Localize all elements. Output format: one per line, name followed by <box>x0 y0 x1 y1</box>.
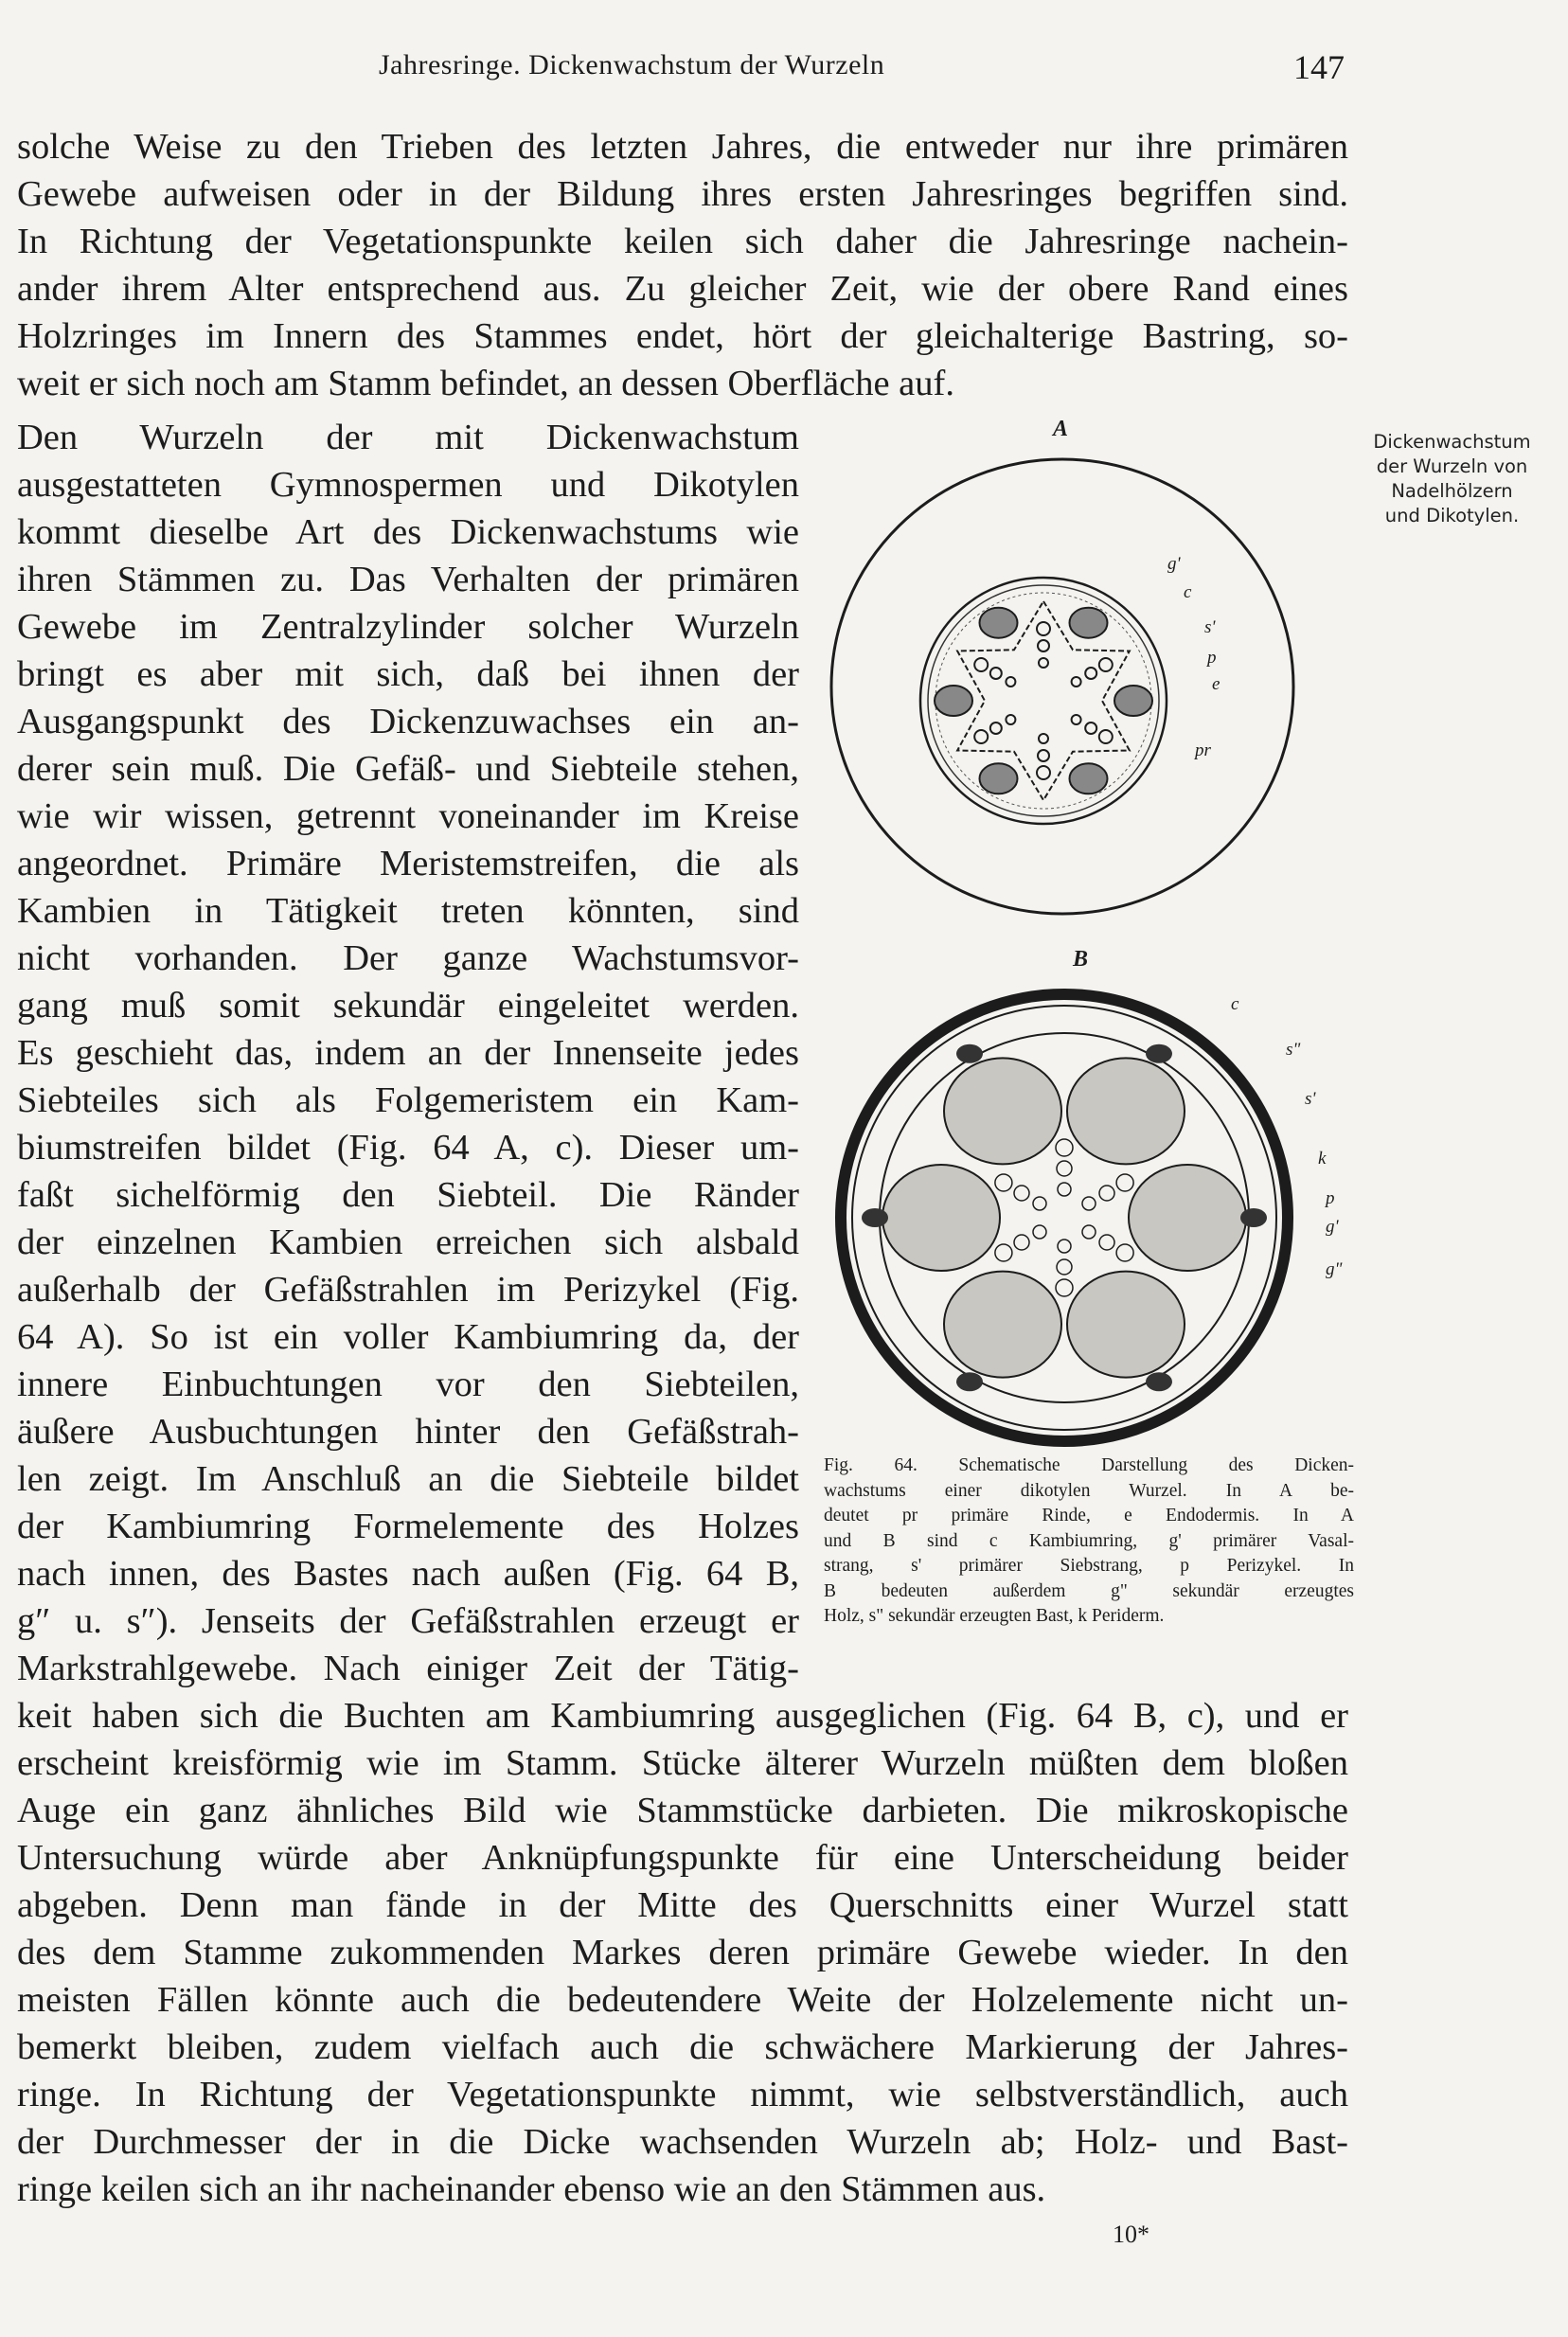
fig-b-letter-s1: s' <box>1305 1089 1316 1109</box>
paragraph-2-line: Ausgangspunkt des Dickenzuwachses ein an- <box>17 702 799 741</box>
paragraph-2-cont-line: ringe. In Richtung der Vegetationspunkte nimmt, wie selbstverständlich, auch <box>17 2075 1348 2114</box>
primary-xylem-vessel <box>1056 1279 1073 1296</box>
paragraph-1-line: weit er sich noch am Stamm befindet, an dessen Oberfläche auf. <box>17 364 954 403</box>
primary-xylem-vessel <box>1082 1197 1096 1210</box>
primary-xylem-vessel <box>1033 1197 1046 1210</box>
figure-b-diagram <box>828 981 1301 1454</box>
xylem-vessel <box>1072 677 1081 687</box>
caption-line: strang, s' primärer Siebstrang, p Perizykel. In <box>824 1556 1354 1576</box>
primary-xylem-vessel <box>1014 1186 1029 1201</box>
primary-xylem-vessel <box>1058 1183 1071 1196</box>
phloem-strand <box>935 686 972 716</box>
primary-phloem <box>1240 1208 1267 1227</box>
figure-a-label: A <box>1053 417 1069 441</box>
fig-a-letter-s1: s' <box>1204 617 1216 637</box>
fig-a-letter-e: e <box>1212 674 1221 694</box>
fig-a-letter-pr: pr <box>1195 740 1211 760</box>
secondary-wood-lobe <box>944 1272 1061 1378</box>
fig-b-letter-g1: g' <box>1326 1217 1339 1237</box>
paragraph-2-line: ihren Stämmen zu. Das Verhalten der primären <box>17 560 799 599</box>
paragraph-2-cont-line: erscheint kreisförmig wie im Stamm. Stücke älterer Wurzeln müßten dem bloßen <box>17 1743 1348 1783</box>
paragraph-2-line: Markstrahlgewebe. Nach einiger Zeit der Tätig- <box>17 1649 799 1688</box>
fig-a-letter-c: c <box>1184 582 1192 602</box>
paragraph-2-line: Kambien in Tätigkeit treten könnten, sind <box>17 891 799 931</box>
caption-line: und B sind c Kambiumring, g' primärer Vasal- <box>824 1530 1354 1551</box>
figure-b-label: B <box>1073 947 1089 972</box>
paragraph-2-line: der einzelnen Kambien erreichen sich alsbald <box>17 1222 799 1262</box>
marginal-note <box>1350 430 1554 528</box>
paragraph-2-cont-line: ringe keilen sich an ihr nacheinander ebenso wie an den Stämmen aus. <box>17 2169 1046 2209</box>
paragraph-2-cont-line: meisten Fällen könnte auch die bedeutendere Weite der Holzelemente nicht un- <box>17 1980 1348 2020</box>
primary-xylem-vessel <box>1082 1225 1096 1239</box>
paragraph-2-cont-line: Untersuchung würde aber Anknüpfungspunkte für eine Unterscheidung beider <box>17 1838 1348 1878</box>
paragraph-2-line: faßt sichelförmig den Siebteil. Die Ränder <box>17 1175 799 1215</box>
primary-phloem <box>1146 1044 1172 1063</box>
xylem-vessel <box>1006 677 1015 687</box>
xylem-vessel <box>1038 750 1049 761</box>
secondary-wood-lobe <box>882 1165 1000 1271</box>
secondary-wood-lobe <box>944 1058 1061 1164</box>
primary-phloem <box>956 1044 983 1063</box>
primary-phloem <box>956 1372 983 1391</box>
signature-mark: 10* <box>1113 2221 1149 2248</box>
paragraph-2-line: biumstreifen bildet (Fig. 64 A, c). Dieser um- <box>17 1128 799 1168</box>
paragraph-1-line: In Richtung der Vegetationspunkte keilen sich daher die Jahresringe nachein- <box>17 222 1348 261</box>
paragraph-2-line: Es geschieht das, indem an der Innenseite jedes <box>17 1033 799 1073</box>
paragraph-2-line: 64 A). So ist ein voller Kambiumring da, der <box>17 1317 799 1357</box>
fig-a-letter-g1: g' <box>1167 554 1181 574</box>
paragraph-2-continuation <box>17 1692 1348 2213</box>
primary-xylem-vessel <box>1099 1235 1114 1250</box>
fig-a-letter-p: p <box>1207 648 1217 668</box>
xylem-vessel <box>990 723 1002 734</box>
running-title: Jahresringe. Dickenwachstum der Wurzeln <box>379 49 885 80</box>
paragraph-2-line: nach innen, des Bastes nach außen (Fig. 64 B, <box>17 1554 799 1594</box>
marginal-note-line: und Dikotylen. <box>1384 505 1520 526</box>
primary-xylem-vessel <box>995 1244 1012 1261</box>
paragraph-1-line: ander ihrem Alter entsprechend aus. Zu gleicher Zeit, wie der obere Rand eines <box>17 269 1348 309</box>
page-number: 147 <box>1293 48 1345 86</box>
paragraph-2-line: angeordnet. Primäre Meristemstreifen, die als <box>17 844 799 883</box>
paragraph-2-line: bringt es aber mit sich, daß bei ihnen der <box>17 654 799 694</box>
phloem-strand <box>980 608 1018 638</box>
paragraph-2-line: Siebteiles sich als Folgemeristem ein Kam- <box>17 1080 799 1120</box>
caption-line: wachstums einer dikotylen Wurzel. In A be- <box>824 1480 1354 1501</box>
primary-phloem <box>862 1208 888 1227</box>
xylem-vessel <box>1085 723 1096 734</box>
paragraph-2-line: Gewebe im Zentralzylinder solcher Wurzeln <box>17 607 799 647</box>
secondary-wood-lobe <box>1067 1058 1185 1164</box>
figure-a-diagram <box>816 445 1309 937</box>
paragraph-2-line: innere Einbuchtungen vor den Siebteilen, <box>17 1365 799 1404</box>
paragraph-1-line: Holzringes im Innern des Stammes endet, hört der gleichalterige Bastring, so- <box>17 316 1348 356</box>
xylem-vessel <box>1099 730 1113 743</box>
paragraph-2-line: äußere Ausbuchtungen hinter den Gefäßstrah- <box>17 1412 799 1452</box>
primary-xylem-vessel <box>1058 1240 1071 1253</box>
paragraph-1 <box>17 123 1348 407</box>
paragraph-2-line: wie wir wissen, getrennt voneinander im Kreise <box>17 796 799 836</box>
marginal-note-line: Nadelhölzern <box>1391 480 1513 502</box>
caption-line: B bedeuten außerdem g" sekundär erzeugtes <box>824 1580 1354 1601</box>
xylem-vessel <box>1006 715 1015 724</box>
phloem-strand <box>1070 763 1108 794</box>
paragraph-2-line: Den Wurzeln der mit Dickenwachstum <box>17 418 799 457</box>
marginal-note-line: der Wurzeln von <box>1376 455 1528 477</box>
xylem-vessel <box>1037 622 1050 635</box>
xylem-vessel <box>1039 734 1048 743</box>
fig-b-letter-p: p <box>1326 1188 1335 1208</box>
xylem-vessel <box>1038 640 1049 651</box>
primary-xylem-vessel <box>1057 1161 1072 1176</box>
secondary-wood-lobe <box>1129 1165 1246 1271</box>
paragraph-2-line: ausgestatteten Gymnospermen und Dikotylen <box>17 465 799 505</box>
paragraph-1-line: solche Weise zu den Trieben des letzten Jahres, die entweder nur ihre primären <box>17 127 1348 167</box>
paragraph-2-line: kommt dieselbe Art des Dickenwachstums wie <box>17 512 799 552</box>
caption-line: Holz, s" sekundär erzeugten Bast, k Periderm. <box>824 1606 1165 1626</box>
paragraph-2-line: nicht vorhanden. Der ganze Wachstumsvor- <box>17 938 799 978</box>
xylem-vessel <box>974 730 988 743</box>
paragraph-2-cont-line: Auge ein ganz ähnliches Bild wie Stammstücke darbieten. Die mikroskopische <box>17 1791 1348 1830</box>
fig-b-letter-s2: s" <box>1286 1040 1301 1060</box>
phloem-strand <box>1114 686 1152 716</box>
paragraph-2-line: gang muß somit sekundär eingeleitet werden. <box>17 986 799 1026</box>
caption-line: Fig. 64. Schematische Darstellung des Dicken- <box>824 1455 1354 1475</box>
paragraph-2-cont-line: keit haben sich die Buchten am Kambiumring ausgeglichen (Fig. 64 B, c), und er <box>17 1696 1348 1736</box>
xylem-vessel <box>1037 766 1050 779</box>
primary-xylem-vessel <box>1056 1139 1073 1156</box>
caption-line: deutet pr primäre Rinde, e Endodermis. In A <box>824 1506 1354 1525</box>
paragraph-2-line: derer sein muß. Die Gefäß- und Siebteile stehen, <box>17 749 799 789</box>
xylem-vessel <box>1099 658 1113 671</box>
fig-b-letter-c: c <box>1231 994 1239 1014</box>
paragraph-2-cont-line: abgeben. Denn man fände in der Mitte des Querschnitts einer Wurzel statt <box>17 1885 1348 1925</box>
xylem-vessel <box>990 668 1002 679</box>
primary-xylem-vessel <box>1099 1186 1114 1201</box>
phloem-strand <box>1070 608 1108 638</box>
primary-xylem-vessel <box>995 1174 1012 1191</box>
primary-xylem-vessel <box>1057 1259 1072 1275</box>
paragraph-2-cont-line: des dem Stamme zukommenden Markes deren primäre Gewebe wieder. In den <box>17 1933 1348 1972</box>
paragraph-2-cont-line: bemerkt bleiben, zudem vielfach auch die schwächere Markierung der Jahres- <box>17 2027 1348 2067</box>
paragraph-1-line: Gewebe aufweisen oder in der Bildung ihres ersten Jahresringes begriffen sind. <box>17 174 1348 214</box>
paragraph-2-line: außerhalb der Gefäßstrahlen im Perizykel (Fig. <box>17 1270 799 1310</box>
primary-xylem-vessel <box>1033 1225 1046 1239</box>
paragraph-2-column <box>17 414 799 1692</box>
paragraph-2-line: der Kambiumring Formelemente des Holzes <box>17 1507 799 1546</box>
primary-xylem-vessel <box>1116 1174 1133 1191</box>
primary-phloem <box>1146 1372 1172 1391</box>
figure-caption <box>824 1454 1354 1630</box>
marginal-note-line: Dickenwachstum <box>1373 431 1531 453</box>
xylem-vessel <box>1072 715 1081 724</box>
fig-b-letter-g2: g" <box>1326 1259 1343 1279</box>
xylem-vessel <box>1039 658 1048 668</box>
xylem-vessel <box>974 658 988 671</box>
primary-xylem-vessel <box>1014 1235 1029 1250</box>
primary-xylem-vessel <box>1116 1244 1133 1261</box>
phloem-strand <box>980 763 1018 794</box>
paragraph-2-line: g″ u. s″). Jenseits der Gefäßstrahlen erzeugt er <box>17 1601 799 1641</box>
xylem-vessel <box>1085 668 1096 679</box>
secondary-wood-lobe <box>1067 1272 1185 1378</box>
fig-b-letter-k: k <box>1318 1149 1327 1168</box>
paragraph-2-line: len zeigt. Im Anschluß an die Siebteile bildet <box>17 1459 799 1499</box>
paragraph-2-cont-line: der Durchmesser der in die Dicke wachsenden Wurzeln ab; Holz- und Bast- <box>17 2122 1348 2162</box>
